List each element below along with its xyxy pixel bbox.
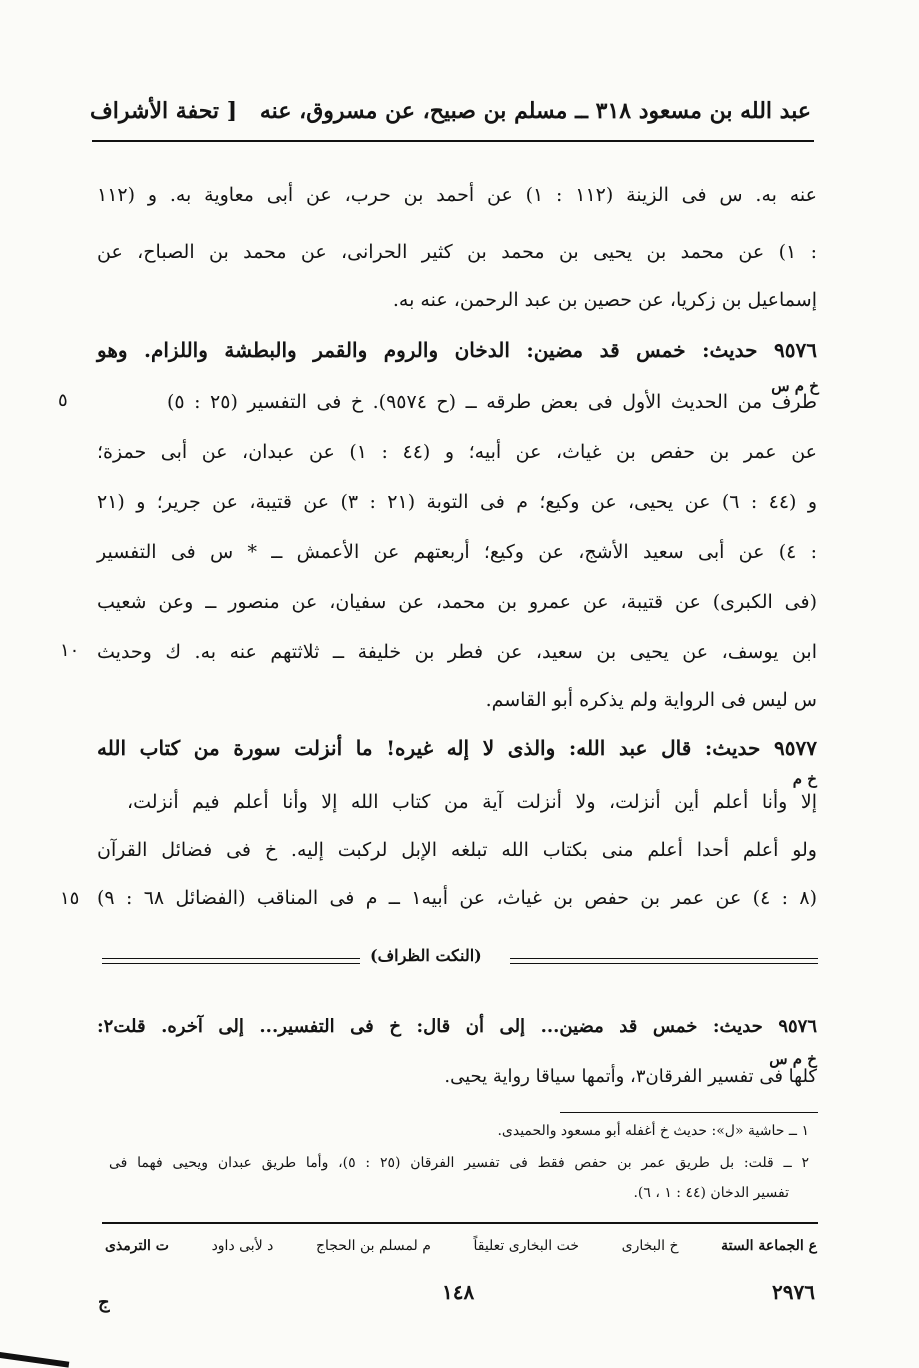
abbreviation-item: خ البخارى xyxy=(621,1238,679,1254)
footnote: ١ ــ حاشية «ل»: حديث خ أغفله أبو مسعود والحميدى. xyxy=(497,1123,809,1139)
body-line: و (٤٤ : ٦) عن يحيى، عن وكيع؛ م فى التوبة (٢١ : ٣) عن قتيبة، عن جرير؛ و (٢١ xyxy=(97,491,818,513)
hadith-9576-line: ٩٥٧٦ حديث: خمس قد مضين: الدخان والروم والقمر والبطشة واللزام. وهو xyxy=(97,338,817,362)
abbreviation-item: ت الترمذى xyxy=(105,1238,169,1254)
nukat-side-mark: خ م س xyxy=(769,1050,817,1068)
divider-left-2 xyxy=(102,963,360,964)
abbreviation-legend xyxy=(105,1238,817,1254)
body-line: س ليس فى الرواية ولم يذكره أبو القاسم. xyxy=(485,689,817,711)
divider-right xyxy=(510,958,818,959)
body-line: ابن يوسف، عن يحيى بن سعيد، عن فطر بن خليفة ــ ثلاثتهم عنه به. ك وحديث xyxy=(97,641,817,663)
volume-mark: ج xyxy=(98,1292,110,1313)
body-line: عنه به. س فى الزينة (١١٢ : ١) عن أحمد بن حرب، عن أبى معاوية به. و (١١٢ xyxy=(97,184,817,206)
abbreviation-item: ع الجماعة الستة xyxy=(721,1238,817,1254)
body-line: طرف من الحديث الأول فى بعض طرقه ــ (ح ٩٥٧٤). خ فى التفسير (٢٥ : ٥) xyxy=(167,391,818,413)
footnote-rule xyxy=(560,1112,818,1113)
section-title: (النكت الظراف) xyxy=(370,946,482,965)
body-line: : ١) عن محمد بن يحيى بن محمد بن كثير الحرانى، عن محمد بن الصباح، عن xyxy=(97,241,817,263)
abbreviation-rule xyxy=(102,1222,818,1224)
abbreviation-item: خت البخارى تعليقاً xyxy=(473,1238,580,1254)
header-left-title: [ تحفة الأشراف xyxy=(90,98,238,124)
line-number-10: ١٠ xyxy=(60,640,80,661)
footer-code: ٢٩٧٦ xyxy=(772,1280,815,1304)
body-line: إلا وأنا أعلم أين أنزلت، ولا أنزلت آية من كتاب الله إلا وأنا أعلم فيم أنزلت، xyxy=(127,791,817,813)
hadith-9577-line: ٩٥٧٧ حديث: قال عبد الله: والذى لا إله غيره! ما أنزلت سورة من كتاب الله xyxy=(97,736,817,760)
scan-edge-artifact xyxy=(0,1352,69,1368)
nukat-line: ٩٥٧٦ حديث: خمس قد مضين... إلى أن قال: خ فى التفسير... إلى آخره. قلت٢: xyxy=(97,1016,817,1037)
body-line: ولو أعلم أحدا أعلم منى بكتاب الله تبلغه الإبل لركبت إليه. خ فى فضائل القرآن xyxy=(97,839,817,861)
line-number-15: ١٥ xyxy=(60,888,80,909)
footnote: تفسير الدخان (٤٤ : ١ ، ٦). xyxy=(633,1185,789,1201)
body-line: إسماعيل بن زكريا، عن حصين بن عبد الرحمن، عنه به. xyxy=(392,289,817,311)
page-number: ١٤٨ xyxy=(442,1280,475,1304)
divider-right-2 xyxy=(510,963,818,964)
body-line: : ٤) عن أبى سعيد الأشج، عن وكيع؛ أربعتهم عن الأعمش ــ * س فى التفسير xyxy=(97,541,817,563)
header-rule xyxy=(92,140,814,142)
abbreviation-item: م لمسلم بن الحجاج xyxy=(315,1238,431,1254)
abbreviation-item: د لأبى داود xyxy=(211,1238,274,1254)
body-line: (فى الكبرى) عن قتيبة، عن عمرو بن محمد، عن سفيان، عن منصور ــ وعن شعيب xyxy=(97,591,817,613)
side-mark-9577: خ م xyxy=(792,770,817,788)
body-line: عن عمر بن حفص بن غياث، عن أبيه؛ و (٤٤ : ١) عن عبدان، عن أبى حمزة؛ xyxy=(97,441,817,463)
divider-left xyxy=(102,958,360,959)
footnote: ٢ ــ قلت: بل طريق عمر بن حفص فقط فى تفسير الفرقان (٢٥ : ٥)، وأما طريق عبدان ويحيى فهما فى xyxy=(109,1155,809,1171)
header-right-title: عبد الله بن مسعود ٣١٨ ــ مسلم بن صبيح، عن مسروق، عنه xyxy=(259,98,811,124)
side-mark-9576: خ م س xyxy=(771,377,819,395)
body-line: (٨ : ٤) عن عمر بن حفص بن غياث، عن أبيه١ ــ م فى المناقب (الفضائل ٦٨ : ٩) xyxy=(97,887,817,909)
nukat-line: كلها فى تفسير الفرقان٣، وأتمها سياقا رواية يحيى. xyxy=(444,1066,817,1087)
line-number-5: ٥ xyxy=(58,390,68,411)
